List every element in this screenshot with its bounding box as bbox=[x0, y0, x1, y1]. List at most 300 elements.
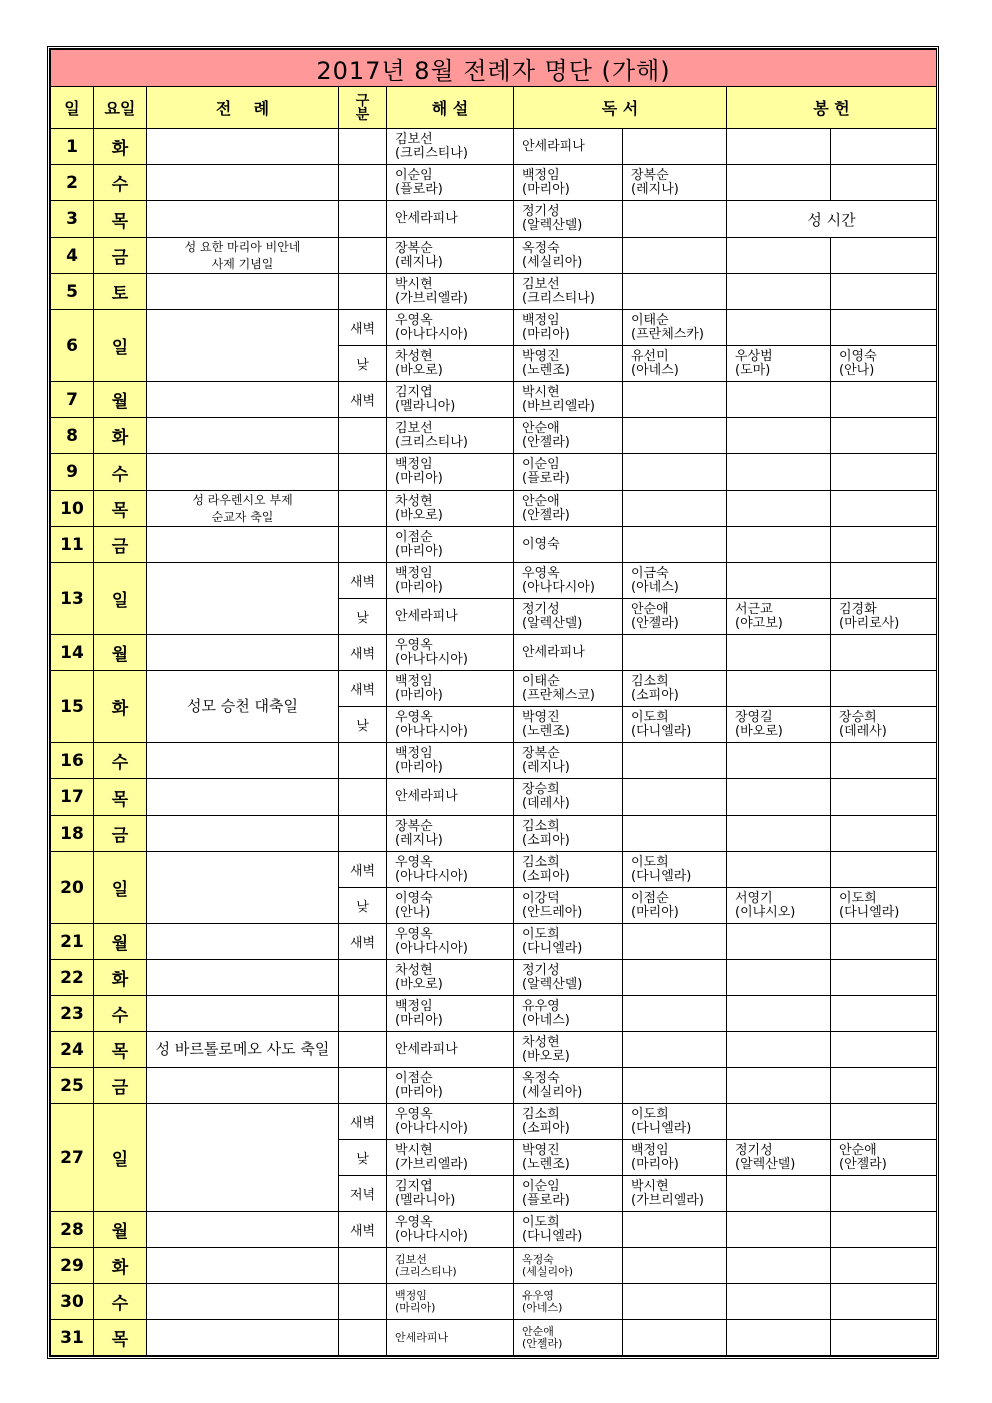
reader-1: 백정임 (마리아) bbox=[514, 165, 623, 201]
service-type: 낮 bbox=[339, 707, 387, 743]
liturgy-cell bbox=[147, 201, 339, 238]
offering-2: 안순애 (안젤라) bbox=[831, 1140, 937, 1176]
commentator: 이영숙 (안나) bbox=[387, 888, 514, 924]
schedule-body bbox=[51, 129, 937, 1356]
day-number: 15 bbox=[51, 671, 94, 743]
commentator: 차성현 (바오로) bbox=[387, 960, 514, 996]
reader-2 bbox=[623, 743, 727, 779]
day-number: 9 bbox=[51, 454, 94, 491]
day-number: 6 bbox=[51, 310, 94, 382]
offering-2 bbox=[831, 1176, 937, 1212]
service-type: 새벽 bbox=[339, 924, 387, 960]
liturgy-cell bbox=[147, 129, 339, 165]
table-row bbox=[51, 635, 937, 671]
reader-2 bbox=[623, 382, 727, 418]
offering-2 bbox=[831, 454, 937, 491]
offering-1 bbox=[727, 1104, 831, 1140]
offering-2 bbox=[831, 1284, 937, 1320]
reader-1: 이순임 (플로라) bbox=[514, 1176, 623, 1212]
commentator: 김보선 (크리스티나) bbox=[387, 1248, 514, 1284]
service-type: 새벽 bbox=[339, 1104, 387, 1140]
offering-1 bbox=[727, 960, 831, 996]
table-row bbox=[51, 1104, 937, 1140]
commentator: 김지엽 (멜라니아) bbox=[387, 382, 514, 418]
reader-2 bbox=[623, 779, 727, 816]
table-row bbox=[51, 527, 937, 563]
service-type bbox=[339, 996, 387, 1032]
table-row bbox=[51, 418, 937, 454]
reader-2: 이도희 (다니엘라) bbox=[623, 707, 727, 743]
reader-1: 옥정숙 (세실리아) bbox=[514, 238, 623, 274]
reader-2 bbox=[623, 238, 727, 274]
reader-2 bbox=[623, 1212, 727, 1248]
commentator: 백정임 (마리아) bbox=[387, 1284, 514, 1320]
liturgy-cell bbox=[147, 852, 339, 924]
service-type bbox=[339, 816, 387, 852]
offering-2 bbox=[831, 238, 937, 274]
table-row bbox=[51, 274, 937, 310]
liturgy-cell bbox=[147, 1068, 339, 1104]
reader-1: 이순임 (플로라) bbox=[514, 454, 623, 491]
liturgy-cell bbox=[147, 816, 339, 852]
table-row bbox=[51, 563, 937, 599]
service-type bbox=[339, 165, 387, 201]
reader-2 bbox=[623, 816, 727, 852]
header-commentary: 해 설 bbox=[387, 87, 514, 129]
reader-1: 백정임 (마리아) bbox=[514, 310, 623, 346]
offering-1 bbox=[727, 165, 831, 201]
offering-1 bbox=[727, 996, 831, 1032]
weekday: 금 bbox=[94, 238, 147, 274]
reader-1: 우영옥 (아나다시아) bbox=[514, 563, 623, 599]
liturgy-cell bbox=[147, 743, 339, 779]
service-type: 새벽 bbox=[339, 671, 387, 707]
reader-1: 안순애 (안젤라) bbox=[514, 418, 623, 454]
day-number: 31 bbox=[51, 1320, 94, 1356]
offering-1 bbox=[727, 382, 831, 418]
reader-2 bbox=[623, 274, 727, 310]
liturgy-cell bbox=[147, 924, 339, 960]
page-title: 2017년 8월 전례자 명단 (가해) bbox=[51, 50, 937, 87]
liturgy-cell: 성모 승천 대축일 bbox=[147, 671, 339, 743]
offering-1: 우상범 (도마) bbox=[727, 346, 831, 382]
commentator: 백정임 (마리아) bbox=[387, 996, 514, 1032]
weekday: 일 bbox=[94, 563, 147, 635]
offering-1 bbox=[727, 310, 831, 346]
offering-1 bbox=[727, 1176, 831, 1212]
weekday: 수 bbox=[94, 454, 147, 491]
service-type bbox=[339, 1068, 387, 1104]
table-row bbox=[51, 1212, 937, 1248]
commentator: 백정임 (마리아) bbox=[387, 454, 514, 491]
table-row bbox=[51, 960, 937, 996]
reader-2: 박시현 (가브리엘라) bbox=[623, 1176, 727, 1212]
weekday: 화 bbox=[94, 960, 147, 996]
day-number: 16 bbox=[51, 743, 94, 779]
reader-2 bbox=[623, 201, 727, 238]
day-number: 8 bbox=[51, 418, 94, 454]
offering-2 bbox=[831, 310, 937, 346]
table-row bbox=[51, 129, 937, 165]
reader-2: 이도희 (다니엘라) bbox=[623, 852, 727, 888]
reader-2 bbox=[623, 924, 727, 960]
reader-1: 옥정숙 (세실리아) bbox=[514, 1068, 623, 1104]
table-row bbox=[51, 201, 937, 238]
liturgy-cell bbox=[147, 454, 339, 491]
header-gubun: 구 분 bbox=[339, 87, 387, 129]
offering-2 bbox=[831, 816, 937, 852]
offering-1 bbox=[727, 1032, 831, 1068]
table-row bbox=[51, 779, 937, 816]
day-number: 14 bbox=[51, 635, 94, 671]
commentator: 김보선 (크리스티나) bbox=[387, 129, 514, 165]
offering-2: 이영숙 (안나) bbox=[831, 346, 937, 382]
weekday: 수 bbox=[94, 743, 147, 779]
offering-2 bbox=[831, 1068, 937, 1104]
service-type bbox=[339, 960, 387, 996]
liturgy-cell bbox=[147, 274, 339, 310]
weekday: 일 bbox=[94, 310, 147, 382]
offering-1 bbox=[727, 418, 831, 454]
commentator: 안세라피나 bbox=[387, 1320, 514, 1356]
offering-1 bbox=[727, 1248, 831, 1284]
day-number: 2 bbox=[51, 165, 94, 201]
weekday: 목 bbox=[94, 779, 147, 816]
day-number: 13 bbox=[51, 563, 94, 635]
offering-1: 정기성 (알렉산델) bbox=[727, 1140, 831, 1176]
offering-1 bbox=[727, 1068, 831, 1104]
offering-2 bbox=[831, 129, 937, 165]
reader-2 bbox=[623, 1032, 727, 1068]
liturgy-cell bbox=[147, 996, 339, 1032]
offering-1 bbox=[727, 779, 831, 816]
service-type: 새벽 bbox=[339, 852, 387, 888]
reader-1: 안세라피나 bbox=[514, 635, 623, 671]
weekday: 수 bbox=[94, 996, 147, 1032]
header-reading: 독 서 bbox=[514, 87, 727, 129]
commentator: 우영옥 (아나다시아) bbox=[387, 1212, 514, 1248]
reader-2 bbox=[623, 1284, 727, 1320]
day-number: 29 bbox=[51, 1248, 94, 1284]
liturgy-cell bbox=[147, 1248, 339, 1284]
offering-1 bbox=[727, 491, 831, 527]
offering-2 bbox=[831, 491, 937, 527]
weekday: 화 bbox=[94, 1248, 147, 1284]
offering-2 bbox=[831, 382, 937, 418]
liturgy-cell bbox=[147, 1284, 339, 1320]
liturgy-cell bbox=[147, 382, 339, 418]
reader-1: 옥정숙 (세실리아) bbox=[514, 1248, 623, 1284]
service-type: 새벽 bbox=[339, 310, 387, 346]
reader-2 bbox=[623, 1248, 727, 1284]
table-row bbox=[51, 852, 937, 888]
reader-2: 김소희 (소피아) bbox=[623, 671, 727, 707]
reader-2: 안순애 (안젤라) bbox=[623, 599, 727, 635]
day-number: 4 bbox=[51, 238, 94, 274]
day-number: 25 bbox=[51, 1068, 94, 1104]
table-row bbox=[51, 165, 937, 201]
weekday: 목 bbox=[94, 1320, 147, 1356]
day-number: 28 bbox=[51, 1212, 94, 1248]
commentator: 박시현 (가브리엘라) bbox=[387, 274, 514, 310]
offering-2 bbox=[831, 1248, 937, 1284]
offering-2 bbox=[831, 960, 937, 996]
header-offering: 봉 헌 bbox=[727, 87, 937, 129]
weekday: 월 bbox=[94, 635, 147, 671]
commentator: 김지엽 (멜라니아) bbox=[387, 1176, 514, 1212]
weekday: 금 bbox=[94, 816, 147, 852]
commentator: 이순임 (플로라) bbox=[387, 165, 514, 201]
liturgy-cell bbox=[147, 527, 339, 563]
reader-1: 장승희 (데레사) bbox=[514, 779, 623, 816]
reader-1: 안순애 (안젤라) bbox=[514, 491, 623, 527]
weekday: 화 bbox=[94, 671, 147, 743]
header-day: 일 bbox=[51, 87, 94, 129]
reader-2 bbox=[623, 996, 727, 1032]
offering-2 bbox=[831, 779, 937, 816]
offering-2 bbox=[831, 527, 937, 563]
commentator: 안세라피나 bbox=[387, 201, 514, 238]
liturgy-cell bbox=[147, 960, 339, 996]
header-liturgy: 전 례 bbox=[147, 87, 339, 129]
reader-1: 정기성 (알렉산델) bbox=[514, 960, 623, 996]
service-type: 낮 bbox=[339, 346, 387, 382]
reader-2: 장복순 (레지나) bbox=[623, 165, 727, 201]
commentator: 김보선 (크리스티나) bbox=[387, 418, 514, 454]
service-type bbox=[339, 491, 387, 527]
offering-2 bbox=[831, 165, 937, 201]
reader-2 bbox=[623, 527, 727, 563]
liturgy-cell bbox=[147, 635, 339, 671]
commentator: 이점순 (마리아) bbox=[387, 1068, 514, 1104]
reader-1: 유우영 (아네스) bbox=[514, 1284, 623, 1320]
reader-1: 안세라피나 bbox=[514, 129, 623, 165]
offering-2: 장승희 (데레사) bbox=[831, 707, 937, 743]
reader-1: 이강덕 (안드레아) bbox=[514, 888, 623, 924]
commentator: 차성현 (바오로) bbox=[387, 491, 514, 527]
reader-2: 유선미 (아네스) bbox=[623, 346, 727, 382]
commentator: 안세라피나 bbox=[387, 779, 514, 816]
offering-2 bbox=[831, 852, 937, 888]
weekday: 금 bbox=[94, 1068, 147, 1104]
weekday: 목 bbox=[94, 491, 147, 527]
service-type: 새벽 bbox=[339, 1212, 387, 1248]
reader-1: 장복순 (레지나) bbox=[514, 743, 623, 779]
liturgy-cell: 성 라우렌시오 부제 순교자 축일 bbox=[147, 491, 339, 527]
offering-2 bbox=[831, 274, 937, 310]
service-type: 낮 bbox=[339, 1140, 387, 1176]
commentator: 우영옥 (아나다시아) bbox=[387, 852, 514, 888]
service-type: 새벽 bbox=[339, 382, 387, 418]
reader-1: 정기성 (알렉산델) bbox=[514, 201, 623, 238]
weekday: 일 bbox=[94, 852, 147, 924]
service-type bbox=[339, 129, 387, 165]
day-number: 20 bbox=[51, 852, 94, 924]
reader-1: 박영진 (노렌조) bbox=[514, 707, 623, 743]
offering-2 bbox=[831, 1104, 937, 1140]
weekday: 수 bbox=[94, 1284, 147, 1320]
commentator: 우영옥 (아나다시아) bbox=[387, 635, 514, 671]
liturgy-cell bbox=[147, 165, 339, 201]
reader-1: 박시현 (바브리엘라) bbox=[514, 382, 623, 418]
service-type bbox=[339, 1032, 387, 1068]
reader-1: 박영진 (노렌조) bbox=[514, 1140, 623, 1176]
offering-2 bbox=[831, 418, 937, 454]
table-row bbox=[51, 454, 937, 491]
reader-2 bbox=[623, 418, 727, 454]
offering-2 bbox=[831, 924, 937, 960]
weekday: 일 bbox=[94, 1104, 147, 1212]
offering-1 bbox=[727, 454, 831, 491]
offering-2 bbox=[831, 743, 937, 779]
service-type bbox=[339, 201, 387, 238]
reader-1: 이도희 (다니엘라) bbox=[514, 1212, 623, 1248]
offering-2 bbox=[831, 1212, 937, 1248]
reader-2 bbox=[623, 1068, 727, 1104]
liturgy-cell: 성 요한 마리아 비안네 사제 기념일 bbox=[147, 238, 339, 274]
offering-1 bbox=[727, 924, 831, 960]
schedule-table bbox=[50, 49, 937, 1356]
offering-1 bbox=[727, 274, 831, 310]
offering-1 bbox=[727, 527, 831, 563]
offering-1: 서영기 (이냐시오) bbox=[727, 888, 831, 924]
offering-1 bbox=[727, 129, 831, 165]
commentator: 박시현 (가브리엘라) bbox=[387, 1140, 514, 1176]
service-type bbox=[339, 1320, 387, 1356]
table-row bbox=[51, 924, 937, 960]
day-number: 11 bbox=[51, 527, 94, 563]
reader-2 bbox=[623, 491, 727, 527]
offering-2 bbox=[831, 563, 937, 599]
commentator: 이점순 (마리아) bbox=[387, 527, 514, 563]
reader-2 bbox=[623, 454, 727, 491]
table-row bbox=[51, 310, 937, 346]
table-row bbox=[51, 1068, 937, 1104]
offering-1 bbox=[727, 238, 831, 274]
table-row bbox=[51, 743, 937, 779]
commentator: 장복순 (레지나) bbox=[387, 238, 514, 274]
schedule-sheet bbox=[47, 46, 939, 1359]
commentator: 우영옥 (아나다시아) bbox=[387, 707, 514, 743]
day-number: 24 bbox=[51, 1032, 94, 1068]
offering-1: 장영길 (바오로) bbox=[727, 707, 831, 743]
service-type bbox=[339, 779, 387, 816]
reader-2: 백정임 (마리아) bbox=[623, 1140, 727, 1176]
commentator: 차성현 (바오로) bbox=[387, 346, 514, 382]
weekday: 수 bbox=[94, 165, 147, 201]
reader-1: 차성현 (바오로) bbox=[514, 1032, 623, 1068]
liturgy-cell bbox=[147, 563, 339, 635]
service-type bbox=[339, 527, 387, 563]
offering-2 bbox=[831, 671, 937, 707]
reader-1: 유우영 (아네스) bbox=[514, 996, 623, 1032]
commentator: 장복순 (레지나) bbox=[387, 816, 514, 852]
reader-2 bbox=[623, 960, 727, 996]
offering-1 bbox=[727, 563, 831, 599]
weekday: 목 bbox=[94, 201, 147, 238]
weekday: 화 bbox=[94, 418, 147, 454]
reader-1: 이도희 (다니엘라) bbox=[514, 924, 623, 960]
day-number: 18 bbox=[51, 816, 94, 852]
service-type bbox=[339, 274, 387, 310]
weekday: 화 bbox=[94, 129, 147, 165]
offering-2 bbox=[831, 1320, 937, 1356]
day-number: 10 bbox=[51, 491, 94, 527]
table-row bbox=[51, 491, 937, 527]
reader-2: 이점순 (마리아) bbox=[623, 888, 727, 924]
weekday: 토 bbox=[94, 274, 147, 310]
day-number: 21 bbox=[51, 924, 94, 960]
table-row bbox=[51, 238, 937, 274]
liturgy-cell bbox=[147, 1104, 339, 1212]
weekday: 월 bbox=[94, 382, 147, 418]
table-row bbox=[51, 1248, 937, 1284]
offering-1 bbox=[727, 743, 831, 779]
liturgy-cell: 성 바르톨로메오 사도 축일 bbox=[147, 1032, 339, 1068]
header-weekday: 요일 bbox=[94, 87, 147, 129]
liturgy-cell bbox=[147, 418, 339, 454]
day-number: 30 bbox=[51, 1284, 94, 1320]
day-number: 7 bbox=[51, 382, 94, 418]
table-row bbox=[51, 996, 937, 1032]
weekday: 목 bbox=[94, 1032, 147, 1068]
reader-2: 이금숙 (아네스) bbox=[623, 563, 727, 599]
reader-2 bbox=[623, 1320, 727, 1356]
service-type: 저녁 bbox=[339, 1176, 387, 1212]
day-number: 5 bbox=[51, 274, 94, 310]
service-type bbox=[339, 1284, 387, 1320]
reader-1: 김보선 (크리스티나) bbox=[514, 274, 623, 310]
service-type bbox=[339, 743, 387, 779]
service-type bbox=[339, 418, 387, 454]
liturgy-cell bbox=[147, 1212, 339, 1248]
table-row bbox=[51, 816, 937, 852]
offering-1 bbox=[727, 671, 831, 707]
reader-1: 김소희 (소피아) bbox=[514, 1104, 623, 1140]
offering-2 bbox=[831, 635, 937, 671]
table-row bbox=[51, 1032, 937, 1068]
liturgy-cell bbox=[147, 310, 339, 382]
reader-1: 이태순 (프란체스코) bbox=[514, 671, 623, 707]
commentator: 백정임 (마리아) bbox=[387, 671, 514, 707]
liturgy-cell bbox=[147, 1320, 339, 1356]
service-type bbox=[339, 1248, 387, 1284]
table-row bbox=[51, 382, 937, 418]
offering-1 bbox=[727, 852, 831, 888]
reader-1: 정기성 (알렉산델) bbox=[514, 599, 623, 635]
offering-1 bbox=[727, 1284, 831, 1320]
table-row bbox=[51, 1320, 937, 1356]
service-type bbox=[339, 454, 387, 491]
reader-2 bbox=[623, 129, 727, 165]
day-number: 3 bbox=[51, 201, 94, 238]
offering-1 bbox=[727, 1320, 831, 1356]
commentator: 백정임 (마리아) bbox=[387, 563, 514, 599]
commentator: 안세라피나 bbox=[387, 599, 514, 635]
commentator: 안세라피나 bbox=[387, 1032, 514, 1068]
offering-1 bbox=[727, 635, 831, 671]
day-number: 23 bbox=[51, 996, 94, 1032]
reader-1: 안순애 (안젤라) bbox=[514, 1320, 623, 1356]
day-number: 22 bbox=[51, 960, 94, 996]
offering-2: 김경화 (마리로사) bbox=[831, 599, 937, 635]
offering-2 bbox=[831, 996, 937, 1032]
service-type: 낮 bbox=[339, 888, 387, 924]
reader-2: 이도희 (다니엘라) bbox=[623, 1104, 727, 1140]
weekday: 월 bbox=[94, 924, 147, 960]
commentator: 우영옥 (아나다시아) bbox=[387, 310, 514, 346]
offering-1: 서근교 (야고보) bbox=[727, 599, 831, 635]
